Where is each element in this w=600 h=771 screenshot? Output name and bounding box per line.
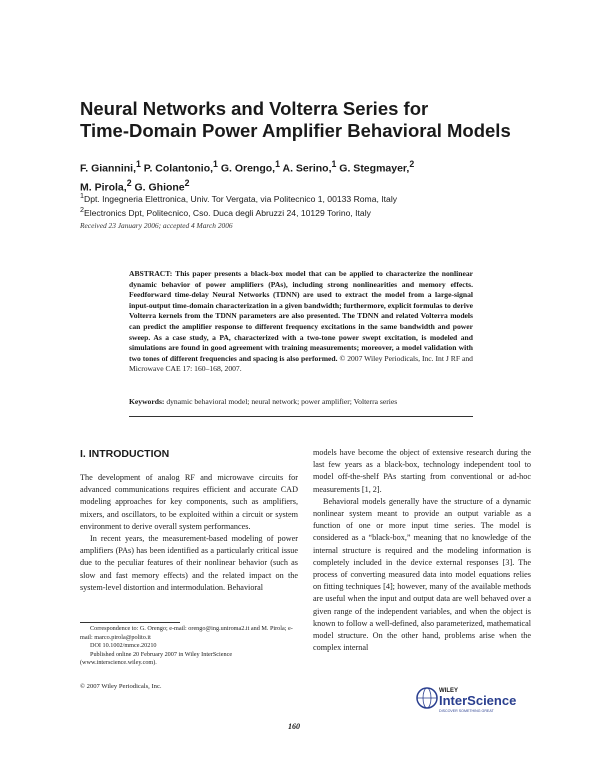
affiliation (80, 191, 560, 205)
section-heading: I. INTRODUCTION (80, 448, 170, 460)
title-line-1: Neural Networks and Volterra Series for (80, 98, 429, 119)
abstract-copyright: © 2007 Wiley Periodicals, Inc. Int J RF and Microwave CAE 17: 160–168, 2007. (129, 353, 473, 374)
author-sup: 1 (136, 159, 141, 169)
affiliations (80, 191, 560, 220)
abstract (129, 269, 473, 375)
wiley-interscience-logo (414, 681, 532, 717)
author-line-1 (80, 157, 550, 176)
paragraph: models have become the object of extensive research during the last few years as a black-box, technology independent tool to model off-the-shelf PAs starting from conventional or ad-hoc measurements [1, 2]. (313, 448, 531, 494)
paragraph: Behavioral models generally have the structure of a dynamic nonlinear system meant to provide an output variable as a function of one or more input time series. The model is considered as a “black-box,” meaning that no knowledge of the internal structure is required and the modeling information is completely included in the device external responses [3]. The process of converting measured data into model equations relies on fitting techniques [4]; however, many of the available methods are useful when the input and output data are well behaved over a given range of the independent variables, and when the object is known to follow a well-defined, also parameterized, mathematical model structure. On the other hand, problems arise when the complex internal (313, 496, 531, 653)
author-sup: 2 (409, 159, 415, 169)
author-sup: 1 (213, 159, 218, 169)
received-dates: Received 23 January 2006; accepted 4 March 2006 (80, 221, 233, 230)
keywords-text: dynamic behavioral model; neural network; power amplifier; Volterra series (164, 397, 398, 406)
author: A. Serino, (279, 162, 332, 175)
author: F. Giannini, (80, 162, 137, 175)
author: M. Pirola, (80, 181, 127, 193)
footnote: DOI 10.1002/mmce.20210 (90, 642, 157, 650)
keywords-label: Keywords: (129, 397, 165, 406)
paper-title (80, 98, 540, 142)
abstract-divider (129, 416, 473, 417)
author-sup: 1 (275, 159, 280, 169)
body-column-2 (313, 447, 531, 654)
affiliation-text: Dpt. Ingegneria Elettronica, Univ. Tor Vergata, via Politecnico 1, 00133 Roma, Italy (83, 193, 398, 204)
author: G. Stegmayer, (336, 162, 410, 175)
keywords (129, 397, 489, 407)
author: G. Ghione (131, 181, 185, 193)
affiliation-sup: 2 (80, 206, 84, 215)
author: G. Orengo, (217, 162, 276, 175)
footer-copyright: © 2007 Wiley Periodicals, Inc. (80, 683, 162, 690)
abstract-label: ABSTRACT: (129, 269, 173, 278)
abstract-text: This paper presents a black-box model that can be applied to characterize the nonlinear dynamic behavior of power amplifiers (PAs), including strong nonlinearities and memory effects. Feedforward time-delay Neural Networks (TDNN) are used to extract the model from a large-signal input-output time-domain characterization in a given bandwidth; furthermore, explicit formulas to derive Volterra kernels from the TDNN parameters are also presented. The TDNN and related Volterra models can predict the amplifier response to different frequency excitations in the same bandwidth and power sweep. As a case study, a PA, characterized with a two-tone power swept excitation, is modeled and simulations are found in good agreement with training measurements; moreover, a model validation with two tones of different frequencies and spacing is also performed. (129, 269, 473, 363)
footnotes (80, 625, 302, 668)
affiliation-sup: 1 (80, 192, 84, 200)
author-sup: 1 (331, 159, 337, 169)
page-number: 160 (288, 722, 300, 731)
author: P. Colantonio, (140, 162, 214, 175)
affiliation-text: Electronics Dpt, Politecnico, Cso. Duca degli Abruzzi 24, 10129 Torino, Italy (83, 208, 371, 219)
body-column-1 (80, 472, 298, 594)
paragraph: The development of analog RF and microwave circuits for advanced communications requires efficient and accurate CAD modeling approaches for key components, such as amplifiers, mixers, and oscillators, to be exploited within a circuit or system environment to derive overall system performances. (80, 473, 298, 531)
author-sup: 2 (126, 177, 132, 188)
footnote-rule (80, 622, 180, 623)
author-list (80, 157, 550, 194)
paragraph: In recent years, the measurement-based modeling of power amplifiers (PAs) has been identified as a particularly critical issue due to the peculiar features of their nonlinear behavior (such as slow and fast memory effects) and the related impact on the system-level distortion and intermodulation. Behavioral (80, 534, 298, 592)
affiliation (80, 205, 560, 219)
author-sup: 2 (184, 177, 190, 188)
footnote: Published online 20 February 2007 in Wiley InterScience (www.interscience.wiley.com). (80, 650, 233, 667)
logo-tagline-text: DISCOVER SOMETHING GREAT (439, 709, 494, 713)
footnote: Correspondence to: G. Orengo; e-mail: orengo@ing.uniroma2.it and M. Pirola; e-mail: marco.pirola@polito.it (80, 625, 293, 641)
logo-wiley-text: WILEY (439, 688, 458, 694)
title-line-2: Time-Domain Power Amplifier Behavioral Models (80, 120, 511, 141)
logo-brand-text: InterScience (439, 693, 517, 708)
